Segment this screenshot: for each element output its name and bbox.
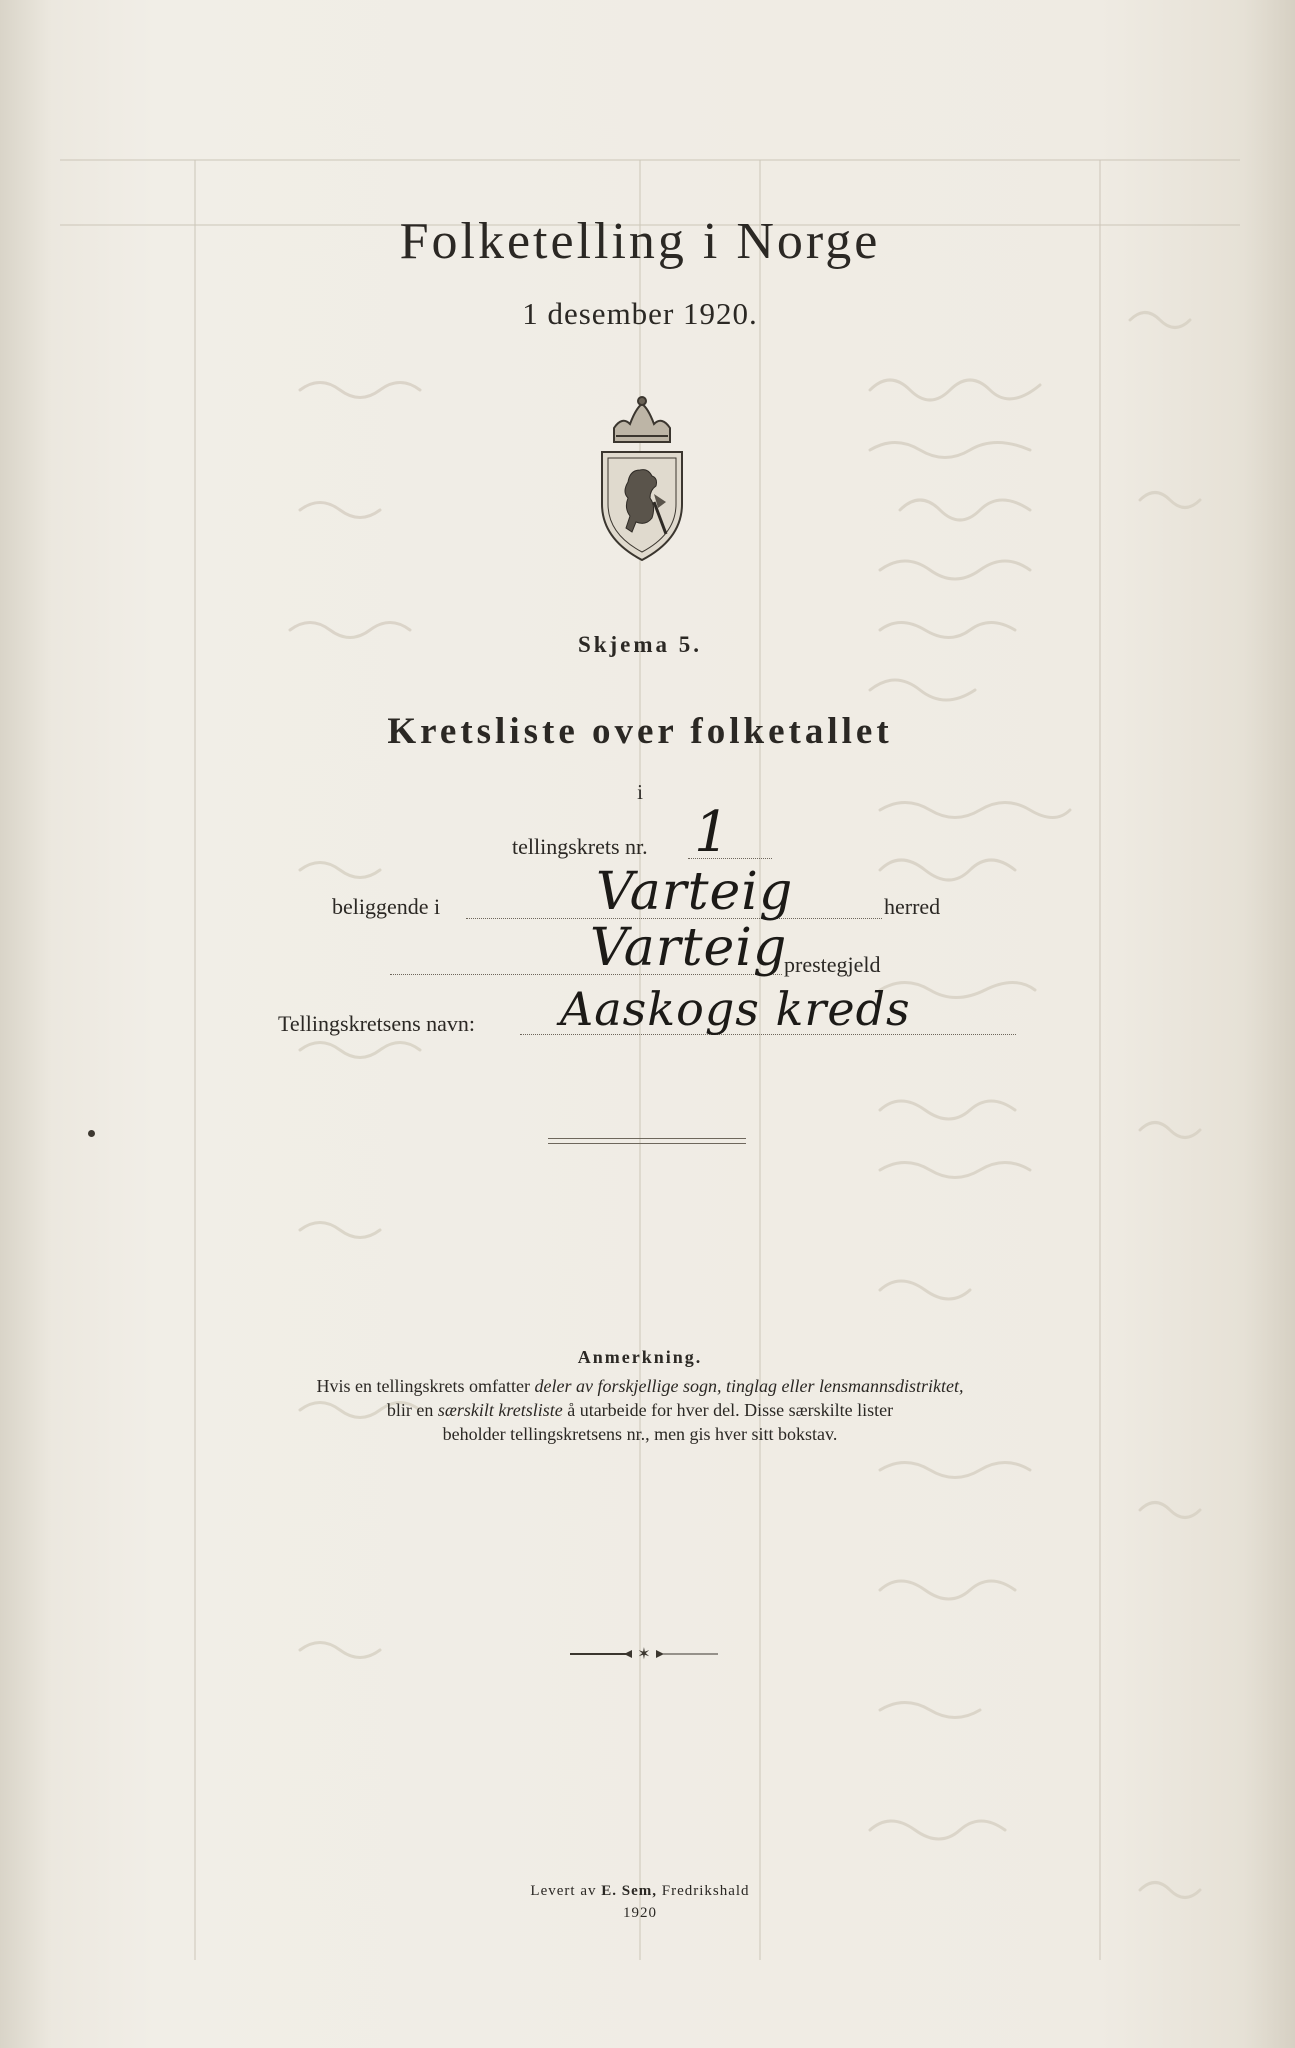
norwegian-coat-of-arms-icon [592,394,692,564]
preposition-i: i [637,780,643,804]
page-title: Folketelling i Norge [399,213,881,270]
krets-name-label: Tellingskretsens navn: [278,1011,476,1036]
beliggende-label: beliggende i [332,894,441,919]
divider-rule-bottom [548,1143,746,1144]
note-line-1-text: Hvis en tellingskrets omfatter [316,1376,535,1396]
ink-dot [88,1130,95,1137]
note-line-1 [180,1374,1100,1398]
printer-year: 1920 [623,1905,657,1921]
ornament-divider-icon [568,1644,720,1664]
note-heading: Anmerkning. [577,1347,703,1367]
svg-text:✶: ✶ [637,1644,651,1663]
census-date: 1 desember 1920. [522,296,758,331]
prestegjeld-value: Varteig [590,918,788,978]
herred-label: herred [884,894,941,919]
printer-name: E. Sem, [601,1883,657,1899]
beliggende-value: Varteig [596,862,794,922]
krets-number-value: 1 [694,800,731,865]
krets-name-value: Aaskogs kreds [560,982,911,1036]
note-line-2-emphasis: særskilt kretsliste [437,1400,563,1420]
note-line-2-text-end: å utarbeide for hver del. Disse særskilte lister [562,1400,894,1420]
note-line-3: beholder tellingskretsens nr., men gis hver sitt bokstav. [442,1424,838,1444]
printer-credit [0,1880,1280,1902]
krets-number-label: tellingskrets nr. [512,834,648,859]
printer-city: Fredrikshald [656,1883,750,1899]
note-line-2 [180,1398,1100,1422]
note-line-2-text: blir en [386,1400,438,1420]
form-heading: Kretsliste over folketallet [387,711,893,752]
printer-prefix: Levert av [530,1883,602,1899]
divider-rule-top [548,1138,746,1139]
schema-label: Skjema 5. [577,632,703,657]
prestegjeld-label: prestegjeld [784,952,881,977]
note-line-1-emphasis: deler av forskjellige sogn, tinglag eller lensmannsdistriktet, [534,1376,964,1396]
